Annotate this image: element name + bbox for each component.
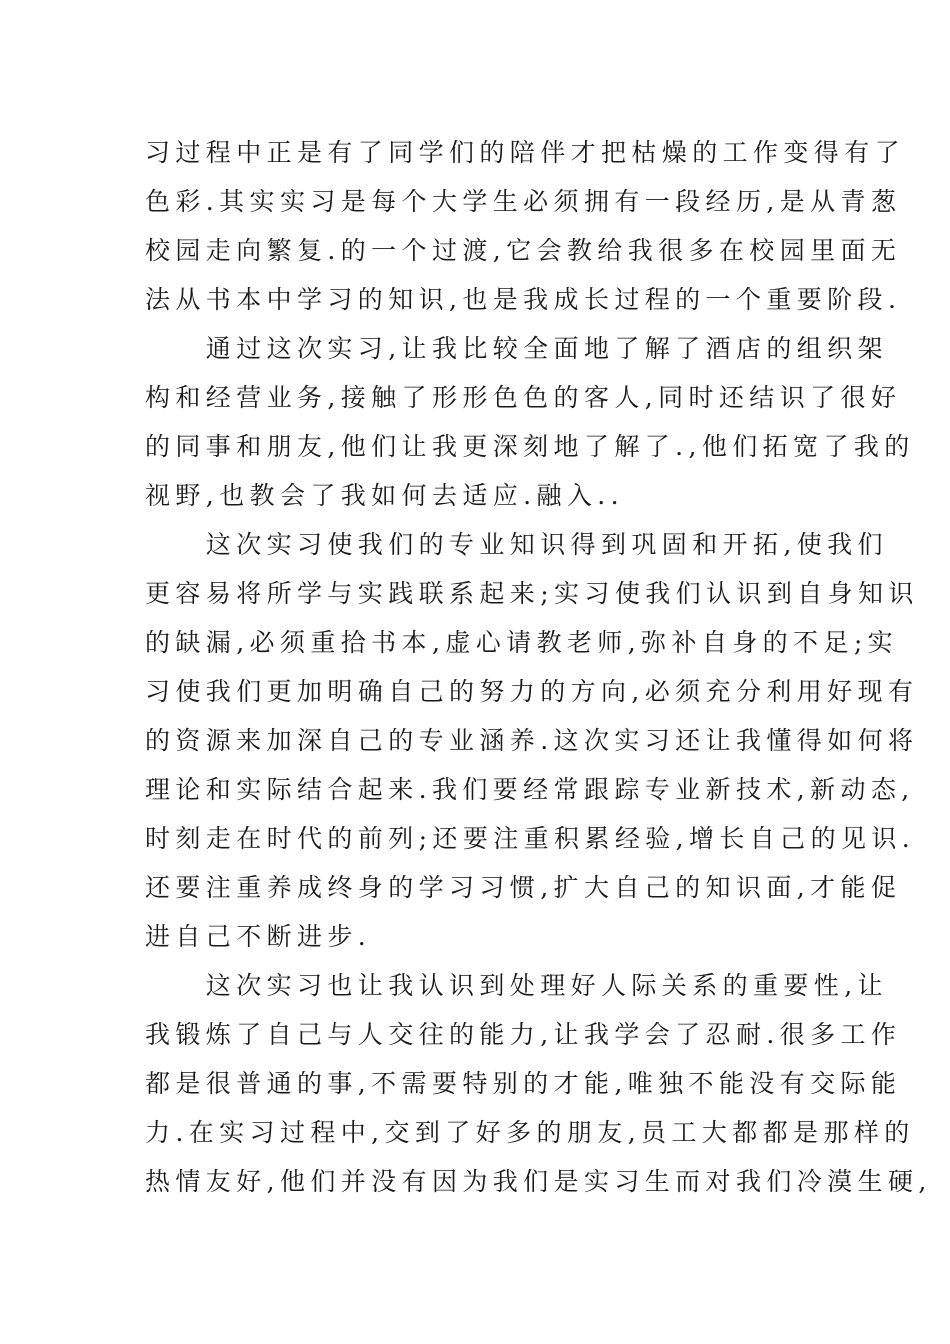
text-line: 还要注重养成终身的学习习惯,扩大自己的知识面,才能促 (145, 873, 902, 902)
paragraph-3 (145, 520, 919, 961)
text-line: 热情友好,他们并没有因为我们是实习生而对我们冷漠生硬, (145, 1167, 932, 1196)
text-line: 法从书本中学习的知识,也是我成长过程的一个重要阶段. (145, 285, 902, 314)
text-line: 校园走向繁复.的一个过渡,它会教给我很多在校园里面无 (145, 236, 902, 265)
paragraph-4 (145, 961, 932, 1206)
text-line: 都是很普通的事,不需要特别的才能,唯独不能没有交际能 (145, 1069, 902, 1098)
text-line: 理论和实际结合起来.我们要经常跟踪专业新技术,新动态, (145, 775, 915, 804)
paragraph-2 (145, 324, 915, 520)
text-line: 这次实习也让我认识到处理好人际关系的重要性,让 (145, 971, 888, 1000)
text-line: 时刻走在时代的前列;还要注重积累经验,增长自己的见识. (145, 824, 916, 853)
text-line: 通过这次实习,让我比较全面地了解了酒店的组织架 (145, 334, 888, 363)
text-line: 视野,也教会了我如何去适应.融入.. (145, 481, 624, 510)
document-page (145, 128, 932, 1206)
text-line: 进自己不断进步. (145, 922, 372, 951)
text-line: 构和经营业务,接触了形形色色的客人,同时还结识了很好 (145, 383, 902, 412)
paragraph-1 (145, 128, 906, 324)
text-line: 这次实习使我们的专业知识得到巩固和开拓,使我们 (145, 530, 888, 559)
text-line: 习使我们更加明确自己的努力的方向,必须充分利用好现有 (145, 677, 919, 706)
text-line: 力.在实习过程中,交到了好多的朋友,员工大都都是那样的 (145, 1118, 915, 1147)
text-line: 我锻炼了自己与人交往的能力,让我学会了忍耐.很多工作 (145, 1020, 902, 1049)
text-line: 的缺漏,必须重拾书本,虚心请教老师,弥补自身的不足;实 (145, 628, 899, 657)
text-line: 的资源来加深自己的专业涵养.这次实习还让我懂得如何将 (145, 726, 919, 755)
text-line: 的同事和朋友,他们让我更深刻地了解了.,他们拓宽了我的 (145, 432, 915, 461)
text-line: 更容易将所学与实践联系起来;实习使我们认识到自身知识 (145, 579, 919, 608)
text-line: 习过程中正是有了同学们的陪伴才把枯燥的工作变得有了 (145, 138, 906, 167)
text-line: 色彩.其实实习是每个大学生必须拥有一段经历,是从青葱 (145, 187, 902, 216)
